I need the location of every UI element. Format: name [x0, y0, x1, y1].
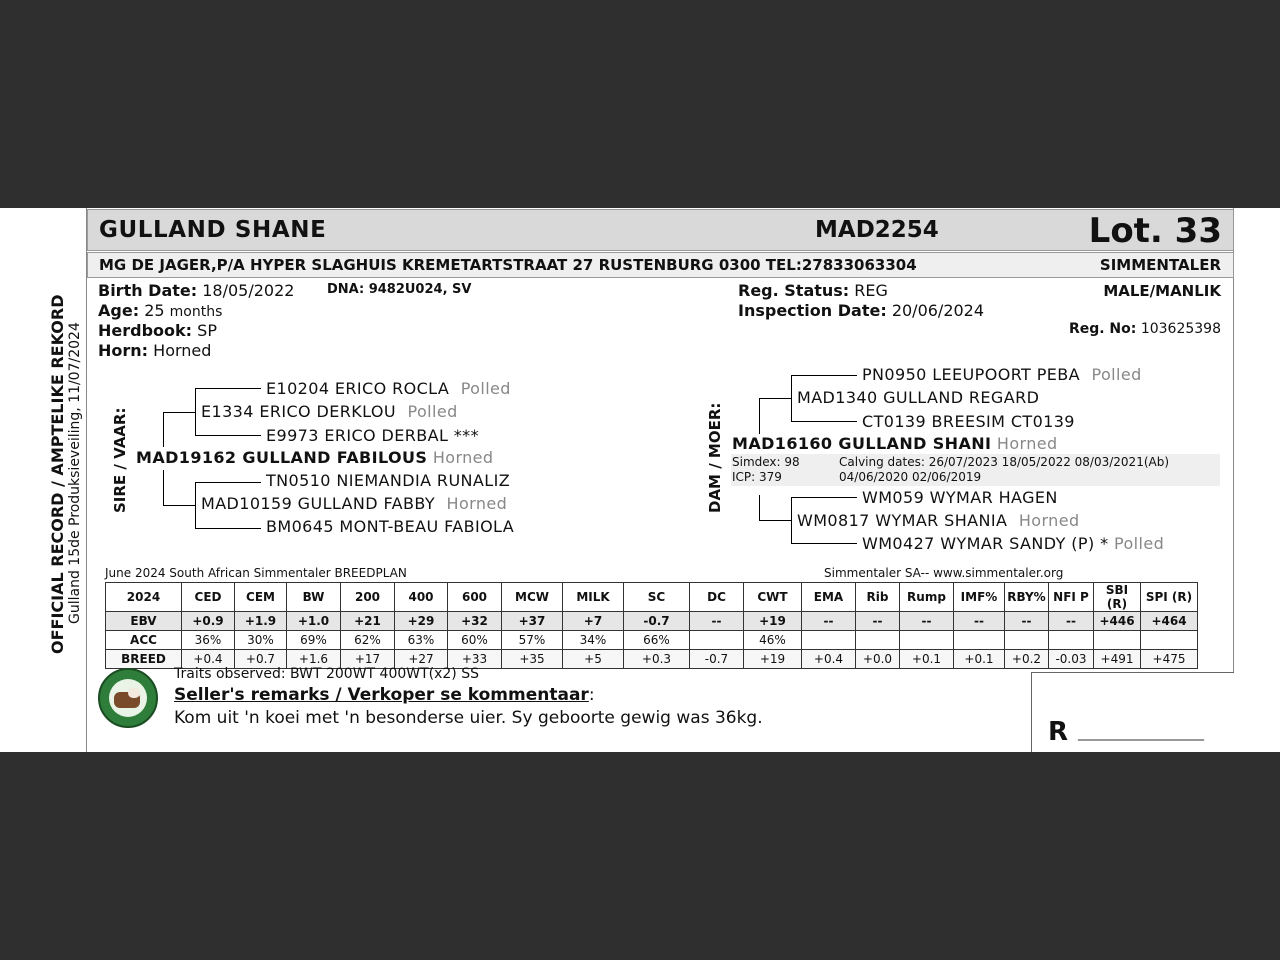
ebv-cell: +17 [341, 650, 395, 669]
sire-sire-sire: E10204 ERICO ROCLA Polled [266, 379, 511, 398]
ebv-header-cell: BW [287, 583, 341, 612]
sex-label: MALE/MANLIK [1103, 282, 1221, 300]
ebv-cell: +1.6 [287, 650, 341, 669]
sire-side-label: SIRE / VAAR: [111, 407, 129, 513]
reg-number: Reg. No: 103625398 [1068, 321, 1221, 337]
ebv-cell [1094, 631, 1141, 650]
ebv-cell: +27 [395, 650, 448, 669]
ebv-cell: 63% [395, 631, 448, 650]
dam-simdex: Simdex: 98 [732, 455, 800, 469]
breedplan-source: Simmentaler SA-- www.simmentaler.org [824, 566, 1064, 580]
dam-icp: ICP: 379 [732, 470, 782, 484]
ebv-cell: +0.4 [802, 650, 856, 669]
ebv-cell [802, 631, 856, 650]
ebv-cell [900, 631, 954, 650]
dam-sire-sire: PN0950 LEEUPOORT PEBA Polled [862, 365, 1142, 384]
ebv-header-cell: CWT [744, 583, 802, 612]
ebv-cell [1049, 631, 1094, 650]
ebv-header-cell: SPI (R) [1141, 583, 1198, 612]
ebv-header-cell: Rump [900, 583, 954, 612]
ebv-cell: +37 [502, 612, 563, 631]
ebv-cell: -0.7 [690, 650, 744, 669]
ebv-cell: +21 [341, 612, 395, 631]
ebv-cell: +491 [1094, 650, 1141, 669]
ebv-header-cell: Rib [856, 583, 900, 612]
simmentaler-logo-icon [98, 668, 158, 728]
ebv-cell: 57% [502, 631, 563, 650]
ebv-cell: 36% [182, 631, 235, 650]
ebv-cell: +0.0 [856, 650, 900, 669]
ebv-cell: +475 [1141, 650, 1198, 669]
ebv-cell [1141, 631, 1198, 650]
ebv-header-cell: SC [624, 583, 690, 612]
ebv-row-label: EBV [106, 612, 182, 631]
ebv-cell: +0.4 [182, 650, 235, 669]
sale-label: Gulland 15de Produksieveiling, 11/07/2024 [67, 322, 83, 624]
breedplan-caption: June 2024 South African Simmentaler BREEDPLAN [105, 566, 407, 580]
ebv-header-cell: CEM [235, 583, 287, 612]
ebv-cell: +1.9 [235, 612, 287, 631]
age: Age: 25 months [98, 301, 223, 320]
ebv-cell: +446 [1094, 612, 1141, 631]
ebv-cell: 66% [624, 631, 690, 650]
dam-sire: MAD1340 GULLAND REGARD [797, 388, 1040, 407]
ebv-cell [954, 631, 1005, 650]
ebv-row [106, 631, 1198, 650]
ebv-cell: -- [1005, 612, 1049, 631]
sire-sire: E1334 ERICO DERKLOU Polled [201, 402, 458, 421]
lot-number: Lot. 33 [1088, 211, 1222, 251]
ebv-cell: +0.3 [624, 650, 690, 669]
card-left-border [86, 208, 87, 752]
ebv-cell: +0.2 [1005, 650, 1049, 669]
ebv-header-cell: MILK [563, 583, 624, 612]
ebv-table [105, 582, 1198, 669]
title-bar [87, 209, 1234, 251]
ebv-cell: +5 [563, 650, 624, 669]
lot-card [0, 208, 1280, 752]
reg-status: Reg. Status: REG [738, 281, 888, 300]
ebv-header-cell: EMA [802, 583, 856, 612]
ebv-cell [856, 631, 900, 650]
ebv-cell: -- [900, 612, 954, 631]
remarks-title: Seller's remarks / Verkoper se kommentaar: [174, 685, 595, 705]
owner-bar [87, 252, 1234, 278]
ebv-cell: -- [954, 612, 1005, 631]
ebv-header-cell: DC [690, 583, 744, 612]
ebv-header-cell: CED [182, 583, 235, 612]
ebv-header-cell: RBY% [1005, 583, 1049, 612]
sire-dam: MAD10159 GULLAND FABBY Horned [201, 494, 508, 513]
price-box [1031, 672, 1234, 752]
ebv-cell: 60% [448, 631, 502, 650]
owner-line: MG DE JAGER,P/A HYPER SLAGHUIS KREMETARTSTRAAT 27 RUSTENBURG 0300 TEL:27833063304 [99, 256, 917, 274]
ebv-cell: -- [856, 612, 900, 631]
ebv-header-cell: 200 [341, 583, 395, 612]
ebv-row [106, 612, 1198, 631]
ebv-header-cell: 600 [448, 583, 502, 612]
official-record-label: OFFICIAL RECORD / AMPTELIKE REKORD [48, 294, 67, 654]
sire-dam-dam: BM0645 MONT-BEAU FABIOLA [266, 517, 515, 536]
dam-dam-sire: WM059 WYMAR HAGEN [862, 488, 1058, 507]
ebv-cell: +0.9 [182, 612, 235, 631]
ebv-cell: 46% [744, 631, 802, 650]
ebv-header-cell: NFI P [1049, 583, 1094, 612]
inspection-date: Inspection Date: 20/06/2024 [738, 301, 985, 320]
ebv-cell: +33 [448, 650, 502, 669]
traits-observed: Traits observed: BWT 200WT 400WT(x2) SS [174, 666, 479, 682]
ebv-cell: -0.7 [624, 612, 690, 631]
ebv-header-cell: 2024 [106, 583, 182, 612]
breed-label: SIMMENTALER [1099, 256, 1221, 274]
horn-status: Horn: Horned [98, 341, 212, 360]
ebv-cell: 30% [235, 631, 287, 650]
ebv-cell: +7 [563, 612, 624, 631]
ebv-cell: +0.1 [900, 650, 954, 669]
ebv-cell: -0.03 [1049, 650, 1094, 669]
ebv-cell: +464 [1141, 612, 1198, 631]
ebv-cell: 34% [563, 631, 624, 650]
ebv-cell: +32 [448, 612, 502, 631]
ebv-cell: +19 [744, 612, 802, 631]
price-input[interactable]: __________________ [1078, 725, 1204, 741]
ebv-cell [690, 631, 744, 650]
birth-date: Birth Date: 18/05/2022 [98, 281, 295, 300]
dam-dam-dam: WM0427 WYMAR SANDY (P) * Polled [862, 534, 1165, 553]
ebv-cell: -- [690, 612, 744, 631]
ebv-header-cell: MCW [502, 583, 563, 612]
ebv-header-cell: IMF% [954, 583, 1005, 612]
animal-id: MAD2254 [815, 217, 939, 243]
ebv-cell: -- [802, 612, 856, 631]
ebv-cell: 62% [341, 631, 395, 650]
dam-calving-dates: Calving dates: 26/07/2023 18/05/2022 08/03/2021(Ab) [839, 455, 1170, 469]
sire-name: MAD19162 GULLAND FABILOUS Horned [136, 448, 494, 467]
ebv-cell: +1.0 [287, 612, 341, 631]
sire-sire-dam: E9973 ERICO DERBAL *** [266, 426, 479, 445]
herdbook: Herdbook: SP [98, 321, 217, 340]
dam-sire-dam: CT0139 BREESIM CT0139 [862, 412, 1075, 431]
ebv-header-cell: SBI (R) [1094, 583, 1141, 612]
dam-side-label: DAM / MOER: [706, 402, 724, 513]
ebv-cell: 69% [287, 631, 341, 650]
ebv-cell: -- [1049, 612, 1094, 631]
price-label: R [1048, 717, 1069, 747]
ebv-cell: +0.7 [235, 650, 287, 669]
sire-dam-sire: TN0510 NIEMANDIA RUNALIZ [266, 471, 511, 490]
ebv-cell [1005, 631, 1049, 650]
dam-calving-dates-2: 04/06/2020 02/06/2019 [839, 470, 982, 484]
ebv-cell: +29 [395, 612, 448, 631]
ebv-cell: +19 [744, 650, 802, 669]
remarks-text: Kom uit 'n koei met 'n besonderse uier. Sy geboorte gewig was 36kg. [174, 708, 763, 728]
ebv-header-cell: 400 [395, 583, 448, 612]
ebv-row-label: ACC [106, 631, 182, 650]
dam-name: MAD16160 GULLAND SHANI Horned [732, 434, 1058, 453]
animal-name: GULLAND SHANE [99, 217, 327, 243]
ebv-cell: +0.1 [954, 650, 1005, 669]
dna-info: DNA: 9482U024, SV [327, 282, 472, 297]
dam-dam: WM0817 WYMAR SHANIA Horned [797, 511, 1080, 530]
ebv-header-row [106, 583, 1198, 612]
ebv-row-label: BREED [106, 650, 182, 669]
ebv-cell: +35 [502, 650, 563, 669]
